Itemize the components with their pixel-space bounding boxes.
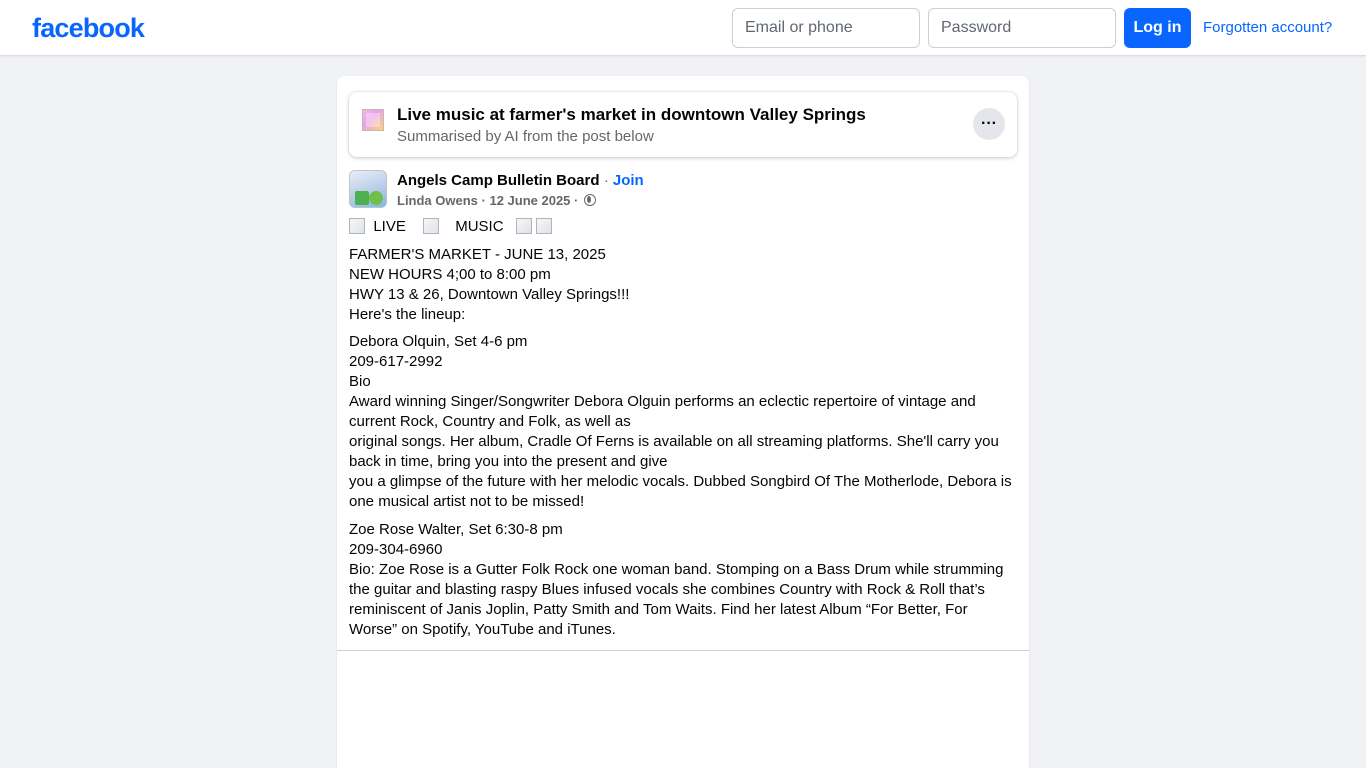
- post-line: Zoe Rose Walter, Set 6:30-8 pm: [349, 521, 563, 538]
- broken-emoji-icon: [516, 218, 532, 234]
- broken-emoji-icon: [349, 218, 365, 234]
- post-header: [397, 171, 644, 191]
- post-card: [337, 76, 1029, 768]
- post-line: you a glimpse of the future with her melodic vocals. Dubbed Songbird Of The Motherlode, Debora is one musical artist not to be missed!: [349, 473, 1012, 510]
- post-line: Here's the lineup:: [349, 306, 466, 323]
- group-avatar[interactable]: [349, 170, 387, 208]
- emoji-heading: [349, 217, 552, 237]
- post-line: Award winning Singer/Songwriter Debora Olguin performs an eclectic repertoire of vintage and current Rock, Country and Folk, as well as: [349, 393, 976, 430]
- top-bar: [0, 0, 1366, 56]
- login-button[interactable]: Log in: [1124, 8, 1191, 48]
- post-line: NEW HOURS 4;00 to 8:00 pm: [349, 266, 551, 283]
- author-name[interactable]: Linda Owens: [397, 193, 478, 208]
- broken-emoji-icon: [536, 218, 552, 234]
- post-line: 209-304-6960: [349, 541, 443, 558]
- post-meta: [397, 192, 596, 209]
- ai-summary-image-icon: [362, 109, 384, 131]
- post-divider: [337, 650, 1029, 651]
- post-line: Debora Olquin, Set 4-6 pm: [349, 333, 528, 350]
- post-text-block-1: [349, 245, 1019, 325]
- meta-separator-2: ·: [570, 193, 582, 208]
- post-text-block-3: [349, 520, 1019, 640]
- post-line: FARMER'S MARKET - JUNE 13, 2025: [349, 246, 606, 263]
- separator: ·: [599, 172, 613, 189]
- post-line: 209-617-2992: [349, 353, 443, 370]
- summary-title: Live music at farmer's market in downtown Valley Springs: [397, 105, 866, 124]
- emoji-word-music: MUSIC: [455, 218, 504, 235]
- post-line: original songs. Her album, Cradle Of Ferns is available on all streaming platforms. She'll carry you back in time, bring you into the present and give: [349, 433, 999, 470]
- summary-subtitle: Summarised by AI from the post below: [397, 128, 654, 145]
- ai-summary-card[interactable]: [349, 92, 1017, 157]
- post-line: Bio: Zoe Rose is a Gutter Folk Rock one woman band. Stomping on a Bass Drum while strumming the guitar and blasting raspy Blues infused vocals she combines Country with Rock & Roll that’s reminiscent of Janis Joplin, Patty Smith and Tom Waits. Find her latest Album “For Better, For Worse” on Spotify, YouTube and iTunes.: [349, 561, 1004, 638]
- facebook-logo[interactable]: facebook: [32, 13, 145, 43]
- meta-separator-1: ·: [477, 193, 490, 208]
- post-text-block-2: [349, 332, 1019, 512]
- post-line: HWY 13 & 26, Downtown Valley Springs!!!: [349, 286, 630, 303]
- post-date[interactable]: 12 June 2025: [489, 193, 571, 208]
- group-name-link[interactable]: Angels Camp Bulletin Board: [397, 172, 600, 189]
- emoji-word-live: LIVE: [373, 218, 406, 235]
- more-options-button[interactable]: ···: [973, 108, 1005, 140]
- globe-icon: [584, 194, 596, 206]
- broken-emoji-icon: [423, 218, 439, 234]
- post-line: Bio: [349, 373, 371, 390]
- email-field[interactable]: [732, 8, 920, 48]
- password-field[interactable]: [928, 8, 1116, 48]
- forgot-account-link[interactable]: Forgotten account?: [1203, 19, 1333, 36]
- join-group-link[interactable]: Join: [612, 172, 644, 189]
